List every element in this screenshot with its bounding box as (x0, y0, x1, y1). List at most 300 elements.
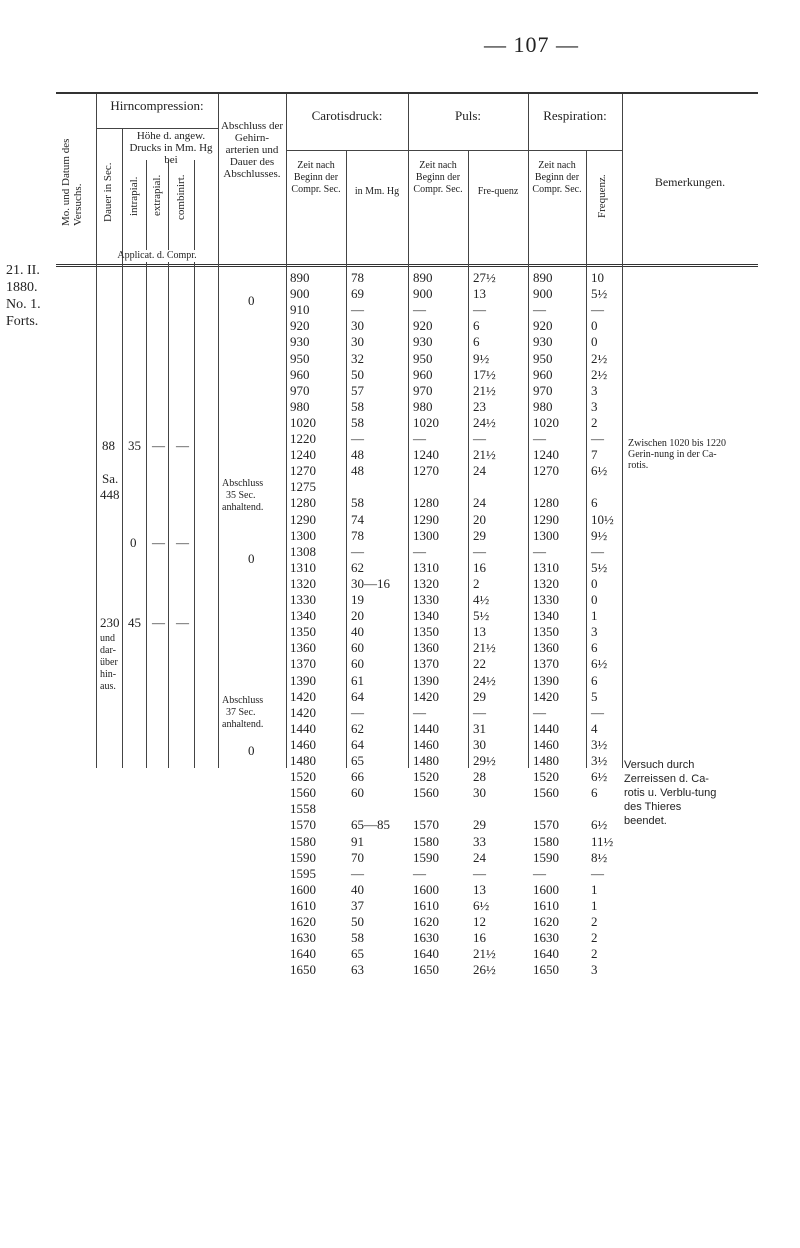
carotis-mm: 60 (351, 785, 364, 801)
resp-zeit: 1520 (533, 769, 559, 785)
puls-frequenz: 12 (473, 914, 486, 929)
resp-zeit: 1290 (533, 511, 559, 527)
carotis-mm: 19 (351, 592, 364, 607)
abschluss-anhaltend: anhaltend. (222, 502, 264, 513)
puls-frequenz: 24 (473, 463, 486, 479)
resp-frequenz: 6 (591, 640, 598, 656)
carotis-zeit: 1560 (290, 785, 316, 801)
carotis-zeit: 1310 (290, 559, 316, 575)
puls-frequenz: 5½ (473, 608, 490, 624)
resp-frequenz: 6½ (591, 817, 608, 833)
carotis-mm: — (351, 865, 364, 881)
puls-frequenz: 13 (473, 286, 486, 302)
resp-zeit: 890 (533, 270, 553, 285)
resp-zeit: 1350 (533, 624, 559, 640)
resp-zeit: 1360 (533, 640, 559, 656)
carotis-mm: 64 (351, 736, 364, 752)
header-bemerkungen: Bemerkungen. (654, 175, 726, 189)
carotis-mm: 50 (351, 366, 364, 382)
resp-zeit: 1640 (533, 946, 559, 962)
resp-frequenz: 10 (591, 270, 604, 285)
puls-zeit: 1610 (413, 897, 439, 913)
resp-frequenz: 10½ (591, 511, 614, 527)
dauer-448: 448 (100, 487, 120, 502)
puls-frequenz: 33 (473, 833, 486, 849)
resp-frequenz: 3 (591, 382, 598, 398)
remark-gerinnung: Zwischen 1020 bis 1220 Gerin-nung in der Ca-rotis. (628, 438, 727, 471)
puls-frequenz: 9½ (473, 350, 490, 366)
puls-frequenz: 13 (473, 624, 486, 640)
carotis-mm: 58 (351, 398, 364, 414)
carotis-zeit: 1558 (290, 801, 316, 817)
resp-zeit: 980 (533, 398, 553, 414)
resp-frequenz: 5½ (591, 559, 608, 575)
carotis-zeit: 960 (290, 366, 310, 382)
header-hoehe: Höhe d. angew. Drucks in Mm. Hg bei (129, 130, 213, 166)
resp-zeit: 1240 (533, 447, 559, 463)
resp-zeit: 1650 (533, 962, 559, 978)
resp-zeit: — (533, 431, 546, 446)
carotis-mm: 48 (351, 463, 364, 479)
hoehe-45: 45 (128, 615, 141, 630)
abschluss-dauer: 37 Sec. (226, 707, 256, 718)
resp-frequenz: 3½ (591, 753, 608, 768)
carotis-mm: 48 (351, 447, 364, 463)
puls-frequenz: 23 (473, 398, 486, 414)
puls-zeit: 1240 (413, 447, 439, 463)
resp-zeit: 1020 (533, 414, 559, 430)
carotis-mm: 78 (351, 270, 364, 285)
dauer-hin: hin- (100, 669, 117, 680)
abschluss-label: Abschluss (222, 695, 264, 706)
resp-zeit: 1570 (533, 817, 559, 833)
abschluss-0: 0 (248, 293, 255, 308)
resp-frequenz: — (591, 865, 604, 881)
resp-frequenz: 11½ (591, 833, 614, 849)
carotis-zeit: 1020 (290, 414, 316, 430)
dauer-sa: Sa. (102, 471, 119, 486)
puls-zeit: 1320 (413, 575, 439, 591)
resp-zeit: 1280 (533, 495, 559, 511)
experiment-date: 21. II. 1880. No. 1. Forts. (6, 263, 41, 329)
dash: — (152, 535, 165, 550)
carotis-zeit: 1620 (290, 914, 316, 929)
carotis-mm: 20 (351, 608, 364, 624)
carotis-mm: 30—16 (351, 575, 390, 591)
puls-zeit: 1370 (413, 656, 439, 672)
carotis-zeit: 1640 (290, 946, 316, 962)
puls-zeit: 970 (413, 382, 433, 398)
puls-frequenz: 22 (473, 656, 486, 672)
carotis-zeit: 1308 (290, 543, 316, 559)
resp-zeit: 1580 (533, 833, 559, 849)
remark-versuch: Versuch durch Zerreissen d. Ca-rotis u. Verblu-tung des Thieres beendet. (624, 759, 717, 827)
carotis-zeit: 900 (290, 286, 310, 302)
carotis-mm: 30 (351, 334, 364, 350)
puls-frequenz: 27½ (473, 270, 496, 285)
puls-frequenz: 13 (473, 881, 486, 897)
carotis-mm: 50 (351, 914, 364, 929)
puls-frequenz: — (473, 543, 486, 559)
resp-frequenz: 2½ (591, 366, 608, 382)
puls-zeit: 1460 (413, 736, 439, 752)
carotis-zeit: 970 (290, 382, 310, 398)
carotis-zeit: 1520 (290, 769, 316, 785)
abschluss-label: Abschluss (222, 478, 264, 489)
carotis-mm: 40 (351, 624, 364, 640)
carotis-zeit: 1590 (290, 849, 316, 865)
carotis-zeit: 920 (290, 318, 310, 334)
resp-frequenz: 6 (591, 495, 598, 511)
dauer-und: und (100, 633, 115, 644)
carotis-mm: 58 (351, 495, 364, 511)
resp-frequenz: 8½ (591, 849, 608, 865)
puls-zeit: 1640 (413, 946, 439, 962)
puls-zeit: 1580 (413, 833, 439, 849)
carotis-mm: 58 (351, 930, 364, 946)
header-puls-zeit: Zeit nach Beginn der Compr. Sec. (413, 160, 463, 195)
puls-frequenz: — (473, 865, 486, 881)
puls-frequenz: 6½ (473, 897, 490, 913)
puls-zeit: 1590 (413, 849, 439, 865)
resp-frequenz: — (591, 302, 604, 318)
carotis-mm: — (351, 704, 364, 720)
puls-zeit: 1280 (413, 495, 439, 511)
resp-zeit: 1560 (533, 785, 559, 801)
puls-frequenz: — (473, 431, 486, 446)
carotis-mm: 63 (351, 962, 364, 978)
carotis-mm: 66 (351, 769, 364, 785)
carotis-zeit: 1220 (290, 431, 316, 446)
carotis-zeit: 980 (290, 398, 310, 414)
carotis-mm: 74 (351, 511, 364, 527)
header-frequenz: Fre-quenz (477, 186, 519, 197)
header-carotis-zeit: Zeit nach Beginn der Compr. Sec. (291, 160, 341, 195)
puls-zeit: 1340 (413, 608, 439, 624)
puls-zeit: 1310 (413, 559, 439, 575)
carotis-zeit: 930 (290, 334, 310, 350)
dash: — (176, 615, 189, 630)
puls-zeit: 1300 (413, 527, 439, 543)
dauer-88: 88 (102, 438, 115, 453)
carotis-mm: 78 (351, 527, 364, 543)
carotis-zeit: 910 (290, 302, 310, 318)
resp-frequenz: 1 (591, 608, 598, 624)
resp-zeit: 1420 (533, 688, 559, 704)
resp-zeit: 1460 (533, 736, 559, 752)
puls-zeit: 1420 (413, 688, 439, 704)
puls-zeit: 1560 (413, 785, 439, 801)
carotis-mm: — (351, 302, 364, 318)
puls-zeit: 1570 (413, 817, 439, 833)
dash: — (152, 615, 165, 630)
resp-zeit: 930 (533, 334, 553, 350)
resp-frequenz: 6 (591, 672, 598, 688)
resp-frequenz: 3½ (591, 736, 608, 752)
carotis-zeit: 1460 (290, 736, 316, 752)
header-puls: Puls: (454, 108, 481, 123)
puls-frequenz: 6 (473, 334, 480, 350)
resp-zeit: 1340 (533, 608, 559, 624)
resp-zeit: 950 (533, 350, 553, 366)
carotis-zeit: 1610 (290, 897, 316, 913)
resp-frequenz: 3 (591, 962, 598, 978)
puls-zeit: — (413, 431, 426, 446)
header-dauer: Dauer in Sec. (102, 162, 114, 222)
puls-frequenz: 4½ (473, 592, 490, 607)
resp-frequenz: 2 (591, 914, 598, 929)
carotis-mm: 91 (351, 833, 364, 849)
carotis-mm: — (351, 431, 364, 446)
resp-frequenz: 0 (591, 592, 598, 607)
carotis-zeit: 1270 (290, 463, 316, 479)
puls-frequenz: 21½ (473, 946, 496, 962)
puls-frequenz: 26½ (473, 962, 496, 978)
abschluss-dauer: 35 Sec. (226, 490, 256, 501)
carotis-mm: 65—85 (351, 817, 390, 833)
puls-frequenz: — (473, 302, 486, 318)
puls-zeit: 980 (413, 398, 433, 414)
puls-zeit: 900 (413, 286, 433, 302)
dash: — (152, 438, 165, 453)
puls-frequenz: 29 (473, 527, 486, 543)
dash: — (176, 535, 189, 550)
hoehe-0: 0 (130, 535, 137, 550)
carotis-mm: 57 (351, 382, 364, 398)
carotis-zeit: 950 (290, 350, 310, 366)
resp-zeit: 920 (533, 318, 553, 334)
resp-zeit: 1330 (533, 592, 559, 607)
carotis-zeit: 1480 (290, 753, 316, 768)
puls-zeit: 1360 (413, 640, 439, 656)
puls-zeit: 1290 (413, 511, 439, 527)
abschluss-0: 0 (248, 551, 255, 566)
carotis-zeit: 1650 (290, 962, 316, 978)
resp-frequenz: 6½ (591, 656, 608, 672)
carotis-zeit: 1280 (290, 495, 316, 511)
dauer-ueber: über (100, 657, 118, 668)
dauer-aus: aus. (100, 681, 116, 692)
carotis-mm: 62 (351, 720, 364, 736)
puls-zeit: 890 (413, 270, 433, 285)
page-number: — 107 — (484, 32, 579, 57)
resp-frequenz: 5 (591, 688, 598, 704)
resp-zeit: 1440 (533, 720, 559, 736)
header-date: Mo. und Datum des Versuchs. (60, 138, 84, 226)
resp-frequenz: 6 (591, 785, 598, 801)
puls-zeit: — (413, 302, 426, 318)
puls-zeit: 1630 (413, 930, 439, 946)
puls-frequenz: 30 (473, 736, 486, 752)
resp-zeit: 1610 (533, 897, 559, 913)
resp-frequenz: 3 (591, 624, 598, 640)
puls-zeit: 1520 (413, 769, 439, 785)
puls-zeit: 1600 (413, 881, 439, 897)
carotis-mm: 61 (351, 672, 364, 688)
carotis-zeit: 1440 (290, 720, 316, 736)
carotis-zeit: 1340 (290, 608, 316, 624)
puls-zeit: 1330 (413, 592, 439, 607)
resp-frequenz: 3 (591, 398, 598, 414)
puls-zeit: 1620 (413, 914, 439, 929)
puls-frequenz: 21½ (473, 382, 496, 398)
resp-frequenz: 1 (591, 897, 598, 913)
abschluss-anhaltend: anhaltend. (222, 719, 264, 730)
resp-zeit: 1390 (533, 672, 559, 688)
puls-frequenz: 29 (473, 817, 486, 833)
resp-zeit: 900 (533, 286, 553, 302)
resp-frequenz: 6½ (591, 463, 608, 479)
carotis-zeit: 1570 (290, 817, 316, 833)
puls-frequenz: 16 (473, 559, 486, 575)
resp-frequenz: 5½ (591, 286, 608, 302)
puls-zeit: 950 (413, 350, 433, 366)
dauer-dar: dar- (100, 645, 116, 656)
dash: — (176, 438, 189, 453)
resp-zeit: — (533, 302, 546, 318)
resp-frequenz: 0 (591, 334, 598, 350)
puls-zeit: 1350 (413, 624, 439, 640)
puls-frequenz: 20 (473, 511, 486, 527)
puls-zeit: 1390 (413, 672, 439, 688)
carotis-zeit: 1320 (290, 575, 316, 591)
resp-zeit: — (533, 865, 546, 881)
table-header (56, 92, 758, 267)
puls-frequenz: 29 (473, 688, 486, 704)
header-carotis: Carotisdruck: (311, 108, 383, 123)
puls-frequenz: 16 (473, 930, 486, 946)
puls-frequenz: 17½ (473, 366, 496, 382)
carotis-zeit: 1370 (290, 656, 316, 672)
header-resp-zeit: Zeit nach Beginn der Compr. Sec. (532, 160, 582, 195)
resp-zeit: 1620 (533, 914, 559, 929)
puls-zeit: 1650 (413, 962, 439, 978)
resp-zeit: 970 (533, 382, 553, 398)
resp-zeit: 1370 (533, 656, 559, 672)
header-frequenz-rot: Frequenz. (596, 174, 608, 218)
header-respiration: Respiration: (543, 108, 607, 123)
puls-zeit: 1020 (413, 414, 439, 430)
carotis-mm: 62 (351, 559, 364, 575)
resp-zeit: — (533, 704, 546, 720)
header-combinirt: combinirt. (175, 174, 187, 220)
puls-zeit: 930 (413, 334, 433, 350)
puls-frequenz: 6 (473, 318, 480, 334)
header-hirncompression: Hirncompression: (110, 98, 204, 113)
puls-frequenz: — (473, 704, 486, 720)
puls-zeit: 920 (413, 318, 433, 334)
puls-frequenz: 24½ (473, 414, 496, 430)
carotis-mm: 58 (351, 414, 364, 430)
puls-zeit: 1270 (413, 463, 439, 479)
puls-frequenz: 2 (473, 575, 480, 591)
header-in-mm: in Mm. Hg (354, 186, 400, 197)
abschluss-0: 0 (248, 743, 255, 758)
puls-zeit: 1480 (413, 753, 439, 768)
puls-zeit: — (413, 865, 426, 881)
carotis-mm: 64 (351, 688, 364, 704)
carotis-zeit: 1360 (290, 640, 316, 656)
dauer-230: 230 (100, 615, 120, 630)
resp-frequenz: — (591, 704, 604, 720)
carotis-zeit: 1290 (290, 511, 316, 527)
carotis-zeit: 1300 (290, 527, 316, 543)
resp-zeit: 1320 (533, 575, 559, 591)
puls-zeit: 1440 (413, 720, 439, 736)
puls-frequenz: 24 (473, 849, 486, 865)
puls-frequenz: 24 (473, 495, 486, 511)
resp-frequenz: — (591, 431, 604, 446)
header-extrapial: extrapial. (151, 174, 163, 216)
puls-frequenz: 21½ (473, 447, 496, 463)
resp-frequenz: — (591, 543, 604, 559)
carotis-zeit: 1595 (290, 865, 316, 881)
carotis-mm: 37 (351, 897, 364, 913)
puls-zeit: 960 (413, 366, 433, 382)
carotis-mm: 65 (351, 753, 364, 768)
resp-zeit: 960 (533, 366, 553, 382)
resp-frequenz: 2 (591, 946, 598, 962)
resp-zeit: 1590 (533, 849, 559, 865)
resp-frequenz: 2 (591, 930, 598, 946)
carotis-zeit: 1240 (290, 447, 316, 463)
puls-frequenz: 21½ (473, 640, 496, 656)
resp-frequenz: 2 (591, 414, 598, 430)
carotis-mm: — (351, 543, 364, 559)
puls-frequenz: 28 (473, 769, 486, 785)
carotis-zeit: 1420 (290, 688, 316, 704)
resp-frequenz: 2½ (591, 350, 608, 366)
hoehe-35: 35 (128, 438, 141, 453)
carotis-zeit: 1600 (290, 881, 316, 897)
resp-zeit: 1310 (533, 559, 559, 575)
resp-zeit: — (533, 543, 546, 559)
puls-frequenz: 29½ (473, 753, 496, 768)
resp-zeit: 1270 (533, 463, 559, 479)
resp-frequenz: 6½ (591, 769, 608, 785)
carotis-mm: 60 (351, 656, 364, 672)
puls-zeit: — (413, 704, 426, 720)
carotis-zeit: 890 (290, 270, 310, 285)
carotis-zeit: 1630 (290, 930, 316, 946)
carotis-mm: 70 (351, 849, 364, 865)
resp-frequenz: 7 (591, 447, 598, 463)
puls-frequenz: 30 (473, 785, 486, 801)
resp-frequenz: 1 (591, 881, 598, 897)
resp-zeit: 1300 (533, 527, 559, 543)
resp-zeit: 1600 (533, 881, 559, 897)
carotis-mm: 60 (351, 640, 364, 656)
puls-zeit: — (413, 543, 426, 559)
header-intrapial: intrapial. (128, 176, 140, 216)
carotis-mm: 65 (351, 946, 364, 962)
carotis-mm: 40 (351, 881, 364, 897)
carotis-zeit: 1275 (290, 479, 316, 495)
carotis-zeit: 1390 (290, 672, 316, 688)
carotis-mm: 69 (351, 286, 364, 302)
header-applicat: Applicat. d. Compr. (117, 250, 197, 261)
puls-frequenz: 24½ (473, 672, 496, 688)
resp-frequenz: 0 (591, 318, 598, 334)
carotis-zeit: 1580 (290, 833, 316, 849)
resp-zeit: 1480 (533, 753, 559, 768)
carotis-mm: 30 (351, 318, 364, 334)
resp-frequenz: 9½ (591, 527, 608, 543)
resp-zeit: 1630 (533, 930, 559, 946)
puls-frequenz: 31 (473, 720, 486, 736)
carotis-mm: 32 (351, 350, 364, 366)
carotis-zeit: 1350 (290, 624, 316, 640)
